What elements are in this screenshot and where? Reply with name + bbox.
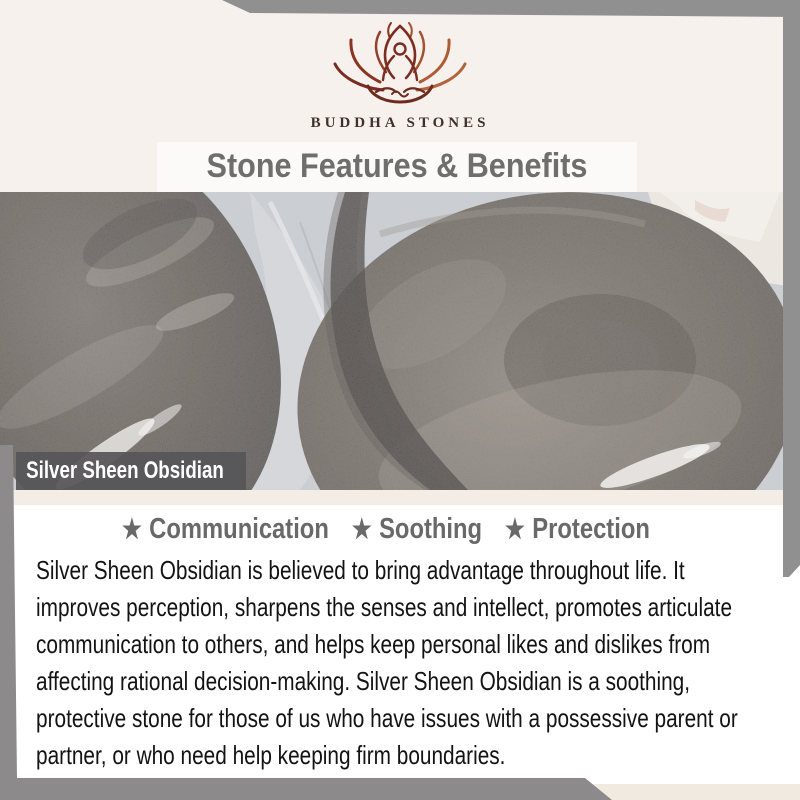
benefits-line <box>0 513 786 551</box>
divider-strip <box>0 490 800 505</box>
benefit-label: Soothing <box>379 513 483 545</box>
star-icon: ★ <box>351 514 372 544</box>
paragraph-line: protective stone for those of us who have issues with a possessive parent or <box>36 703 738 733</box>
title-banner <box>157 142 637 192</box>
paragraph-line: partner, or who need help keeping firm boundaries. <box>36 740 506 770</box>
star-icon: ★ <box>505 514 525 544</box>
benefit-label: Communication <box>149 513 329 545</box>
description-paragraph <box>36 552 800 774</box>
star-icon: ★ <box>122 514 142 544</box>
benefit-soothing <box>352 513 482 545</box>
benefit-communication <box>122 513 329 545</box>
header-section <box>0 0 800 192</box>
card-footer-strip <box>580 784 800 800</box>
lotus-meditation-logo-icon <box>330 22 470 110</box>
background-edge-bottom <box>0 778 612 800</box>
paragraph-line: affecting rational decision-making. Silver Sheen Obsidian is a soothing, <box>36 666 691 696</box>
stones-photo <box>0 192 800 490</box>
benefit-label: Protection <box>532 513 650 545</box>
paragraph-line: communication to others, and helps keep personal likes and dislikes from <box>36 629 711 659</box>
obsidian-stones-image <box>0 192 800 490</box>
stone-name-label <box>16 452 246 490</box>
brand-name: BUDDHA STONES <box>310 115 490 131</box>
background-edge-right <box>780 13 800 577</box>
benefit-protection <box>505 513 650 545</box>
page-title: Stone Features & Benefits <box>206 147 588 185</box>
stone-name-text: Silver Sheen Obsidian <box>26 457 224 484</box>
paragraph-line: improves perception, sharpens the senses and intellect, promotes articulate <box>36 592 733 622</box>
paragraph-line: Silver Sheen Obsidian is believed to bring advantage throughout life. It <box>36 555 685 585</box>
